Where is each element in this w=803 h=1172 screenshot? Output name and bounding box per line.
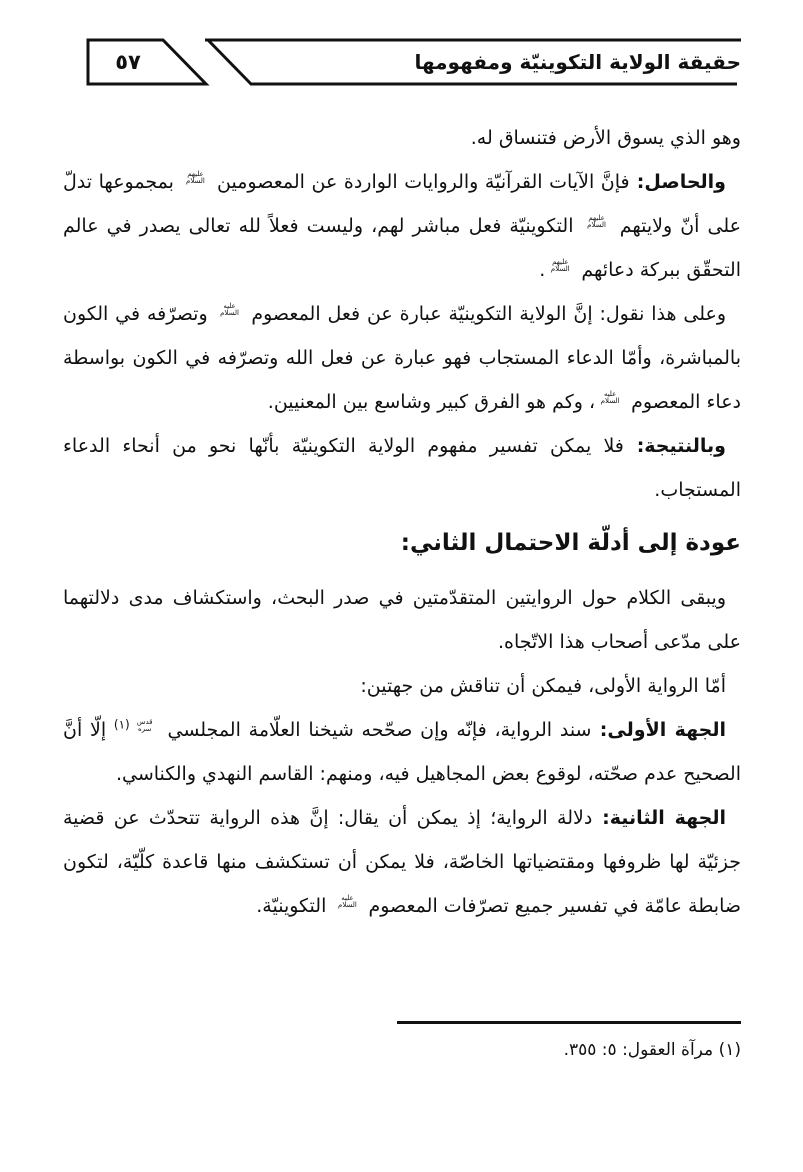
honorific-mark: عليهم السلام [550, 257, 570, 273]
section-heading [63, 518, 741, 568]
header-slash [208, 40, 251, 84]
text-run: سند الرواية، فإنّه وإن صحّحه شيخنا العلّامة المجلسي [159, 719, 592, 741]
text-run: ويبقى الكلام حول الروايتين المتقدّمتين في صدر البحث، واستكشاف مدى دلالتهما على مدّعى أصحاب هذا الاتّجاه. [63, 587, 741, 653]
footnote [63, 1034, 741, 1066]
paragraph [63, 708, 741, 796]
paragraph [63, 160, 741, 292]
text-run: أمّا الرواية الأولى، فيمكن أن تناقش من جهتين: [360, 675, 726, 697]
paragraph [63, 424, 741, 512]
honorific-mark: عليه السلام [220, 301, 239, 317]
text-run: التكوينيّة. [256, 895, 333, 917]
text-run: وعلى هذا نقول: إنَّ الولاية التكوينيّة عبارة عن فعل المعصوم [244, 303, 727, 325]
text-run: بمجموعها تدلّ على أنّ ولايتهم [63, 171, 742, 237]
text-run: وهو الذي يسوق الأرض فتنساق له. [470, 127, 741, 149]
text-run: وتصرّفه في الكون بالمباشرة، وأمّا الدعاء المستجاب فهو عبارة عن فعل الله وتصرّفه في الكون بواسطة دعاء المعصوم [63, 303, 741, 413]
paragraph [63, 796, 741, 928]
paragraph [63, 116, 741, 160]
text-run: فلا يمكن تفسير مفهوم الولاية التكوينيّة بأنّها نحو من أنحاء الدعاء المستجاب. [63, 435, 741, 501]
footnote-separator [397, 1021, 741, 1024]
footnote-ref: (١) [113, 717, 130, 732]
honorific-mark: عليهم السلام [186, 169, 205, 185]
text-run: دلالة الرواية؛ إذ يمكن أن يقال: إنَّ هذه الرواية تتحدّث عن قضية جزئيّة لها ظروفها ومقتضياتها الخاصّة، فلا يمكن أن تستكشف منها قاعدة كلّيّة، لتكون ضابطة عامّة في تفسير جميع تصرّفات المعصوم [63, 807, 741, 917]
paragraph [63, 576, 741, 664]
honorific-mark: عليه السلام [600, 389, 620, 405]
page-number: ٥٧ [115, 50, 141, 74]
text-run: . [539, 259, 546, 281]
footnote-text: مرآة العقول: ٥: ٣٥٥. [563, 1040, 714, 1060]
text-run: ، وكم هو الفرق كبير وشاسع بين المعنيين. [267, 391, 596, 413]
text-run: فإنَّ الآيات القرآنيّة والروايات الواردة عن المعصومين [210, 171, 630, 193]
lead-word: وبالنتيجة: [623, 435, 726, 457]
honorific-mark: قدس سره [136, 717, 153, 733]
paragraph [63, 664, 741, 708]
honorific-mark: عليهم السلام [587, 213, 607, 229]
body-text [63, 116, 741, 928]
footnote-marker: (١) [718, 1040, 741, 1060]
paragraph [63, 292, 741, 424]
lead-word: والحاصل: [629, 171, 726, 193]
text-run: إلّا أنَّ الصحيح عدم صحّته، لوقوع بعض المجاهيل فيه، ومنهم: القاسم النهدي والكناسي. [63, 719, 741, 785]
text-run: عودة إلى أدلّة الاحتمال الثاني: [400, 530, 741, 556]
chapter-title: حقيقة الولاية التكوينيّة ومفهومها [414, 50, 741, 74]
lead-word: الجهة الأولى: [591, 719, 726, 741]
text-run: التكوينيّة فعل مباشر لهم، وليست فعلاً لله تعالى يصدر في عالم التحقّق ببركة دعائهم [63, 215, 741, 281]
honorific-mark: عليه السلام [337, 893, 357, 909]
lead-word: الجهة الثانية: [592, 807, 727, 829]
